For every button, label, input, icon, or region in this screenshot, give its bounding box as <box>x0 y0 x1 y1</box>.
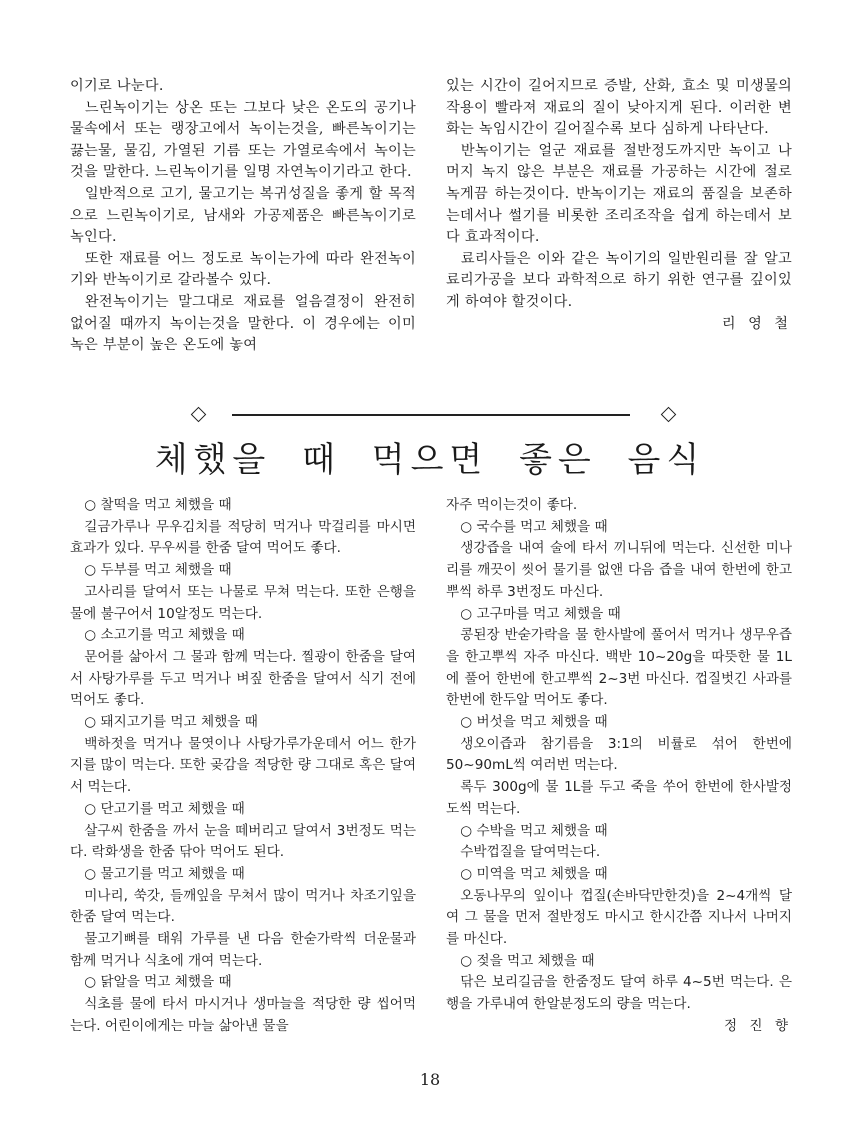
article-thawing-right-column <box>446 76 792 335</box>
paragraph: 고사리를 달여서 또는 나물로 무쳐 먹는다. 또한 은행을 물에 불구어서 10알정도 먹는다. <box>70 583 416 622</box>
section-heading: ○ 고구마를 먹고 체했을 때 <box>460 605 621 622</box>
section-heading: ○ 닭알을 먹고 체했을 때 <box>84 974 232 991</box>
paragraph: 또한 재료를 어느 정도로 녹이는가에 따라 완전녹이기와 반녹이기로 갈라볼수 있다. <box>70 250 416 289</box>
paragraph: 백하젓을 먹거나 물엿이나 사탕가루가운데서 어느 한가지를 많이 먹는다. 또한 곶감을 적당한 량 그대로 혹은 달여서 먹는다. <box>70 735 416 796</box>
horizontal-rule <box>232 414 630 416</box>
paragraph: 있는 시간이 길어지므로 증발, 산화, 효소 및 미생물의 작용이 빨라져 재료의 질이 낮아지게 된다. 이러한 변화는 녹임시간이 길어질수록 보다 심하게 나타난다. <box>446 78 792 138</box>
paragraph: 미나리, 쑥갓, 들깨잎을 무쳐서 많이 먹거나 차조기잎을 한줌 달여 먹는다. <box>70 887 416 926</box>
section-heading: ○ 국수를 먹고 체했을 때 <box>460 518 608 535</box>
paragraph: 수박껍질을 달여먹는다. <box>460 844 601 861</box>
article-title: 체했을 때 먹으면 좋은 음식 <box>154 440 706 480</box>
section-heading: ○ 단고기를 먹고 체했을 때 <box>84 800 245 817</box>
paragraph: 오동나무의 잎이나 껍질(손바닥만한것)을 2~4개씩 달여 그 물을 먼저 절반정도 마시고 한시간쯤 지나서 나머지를 마신다. <box>446 887 792 948</box>
section-heading: ○ 돼지고기를 먹고 체했을 때 <box>84 714 258 731</box>
article-indigestion-left-column <box>70 495 416 1038</box>
section-heading: ○ 젖을 먹고 체했을 때 <box>460 952 595 969</box>
paragraph: 생강즙을 내여 술에 타서 끼니뒤에 먹는다. 신선한 미나리를 깨끗이 씻어 물기를 없앤 다음 즙을 내여 한번에 한고뿌씩 하루 3번정도 마신다. <box>446 540 792 600</box>
section-heading: ○ 미역을 먹고 체했을 때 <box>460 865 608 882</box>
section-heading: ○ 물고기를 먹고 체했을 때 <box>84 865 245 882</box>
paragraph: 느린녹이기는 상온 또는 그보다 낮은 온도의 공기나 물속에서 또는 랭장고에서 녹이는것을, 빠른녹이기는 끓는물, 물김, 가열된 기름 또는 가열로속에서 녹이는것을 말한다. 느린녹이기를 일명 자연녹이기라고 한다. <box>70 99 416 181</box>
paragraph: 닦은 보리길금을 한줌정도 달여 하루 4~5번 먹는다. 은행을 가루내여 한알분정도의 량을 먹는다. <box>446 974 792 1013</box>
paragraph: 길금가루나 무우김치를 적당히 먹거나 막걸리를 마시면 효과가 있다. 무우씨를 한줌 달여 먹어도 좋다. <box>70 518 416 557</box>
paragraph: 식초를 물에 타서 마시거나 생마늘을 적당한 량 씹어먹는다. 어린이에게는 마늘 삶아낸 물을 <box>70 996 416 1034</box>
paragraph: 생오이즙과 참기름을 3:1의 비률로 섞어 한번에 50~90mL씩 여러번 먹는다. <box>446 735 792 774</box>
diamond-ornament-icon <box>191 407 207 423</box>
paragraph: 반녹이기는 얼군 재료를 절반정도까지만 녹이고 나머지 녹지 않은 부분은 재료를 가공하는 시간에 절로 녹게끔 하는것이다. 반녹이기는 재료의 품질을 보존하는데서나 썰기를 비롯한 조리조작을 쉽게 하는데서 보다 효과적이다. <box>446 142 792 246</box>
paragraph: 살구씨 한줌을 까서 눈을 떼버리고 달여서 3번정도 먹는다. 락화생을 한줌 닦아 먹어도 된다. <box>70 822 416 861</box>
section-heading: ○ 두부를 먹고 체했을 때 <box>84 562 232 579</box>
paragraph: 완전녹이기는 말그대로 재료를 얼음결정이 완전히 없어질 때까지 녹이는것을 말한다. 이 경우에는 이미 녹은 부분이 높은 온도에 놓여 <box>70 293 416 354</box>
section-heading: ○ 수박을 먹고 체했을 때 <box>460 822 608 839</box>
paragraph: 물고기뼈를 태워 가루를 낸 다음 한숟가락씩 더운물과 함께 먹거나 식초에 개여 먹는다. <box>70 931 416 969</box>
paragraph: 이기로 나눈다. <box>70 78 164 94</box>
article-thawing-left-column <box>70 76 416 357</box>
paragraph: 문어를 삶아서 그 물과 함께 먹는다. 찔광이 한줌을 달여서 사탕가루를 두고 먹거나 벼짚 한줌을 달여서 식기 전에 먹어도 좋다. <box>70 648 416 709</box>
section-heading: ○ 버섯을 먹고 체했을 때 <box>460 714 608 731</box>
author-byline: 정 진 향 <box>723 1017 792 1034</box>
paragraph: 록두 300g에 물 1L를 두고 죽을 쑤어 한번에 한사발정도씩 먹는다. <box>446 779 792 817</box>
section-heading: ○ 소고기를 먹고 체했을 때 <box>84 627 245 644</box>
article-indigestion-right-column <box>446 495 792 1038</box>
paragraph: 일반적으로 고기, 물고기는 복귀성질을 좋게 할 목적으로 느린녹이기로, 남새와 가공제품은 빠른녹이기로 녹인다. <box>70 185 416 246</box>
section-heading: ○ 찰떡을 먹고 체했을 때 <box>84 497 232 513</box>
paragraph: 콩된장 반숟가락을 물 한사발에 풀어서 먹거나 생무우즙을 한고뿌씩 자주 마신다. 백반 10~20g을 따뜻한 물 1L에 풀어 한번에 한고뿌씩 2~3번 마신다. 껍질벗긴 사과를 한번에 한두알 먹어도 좋다. <box>446 627 792 709</box>
paragraph: 자주 먹이는것이 좋다. <box>446 497 578 513</box>
author-byline: 리 영 철 <box>721 315 792 332</box>
section-divider <box>0 404 860 426</box>
page-number: 18 <box>419 1070 441 1089</box>
paragraph: 료리사들은 이와 같은 녹이기의 일반원리를 잘 알고 료리가공을 보다 과학적으로 하기 위한 연구를 깊이있게 하여야 할것이다. <box>446 250 792 310</box>
diamond-ornament-icon <box>661 407 677 423</box>
